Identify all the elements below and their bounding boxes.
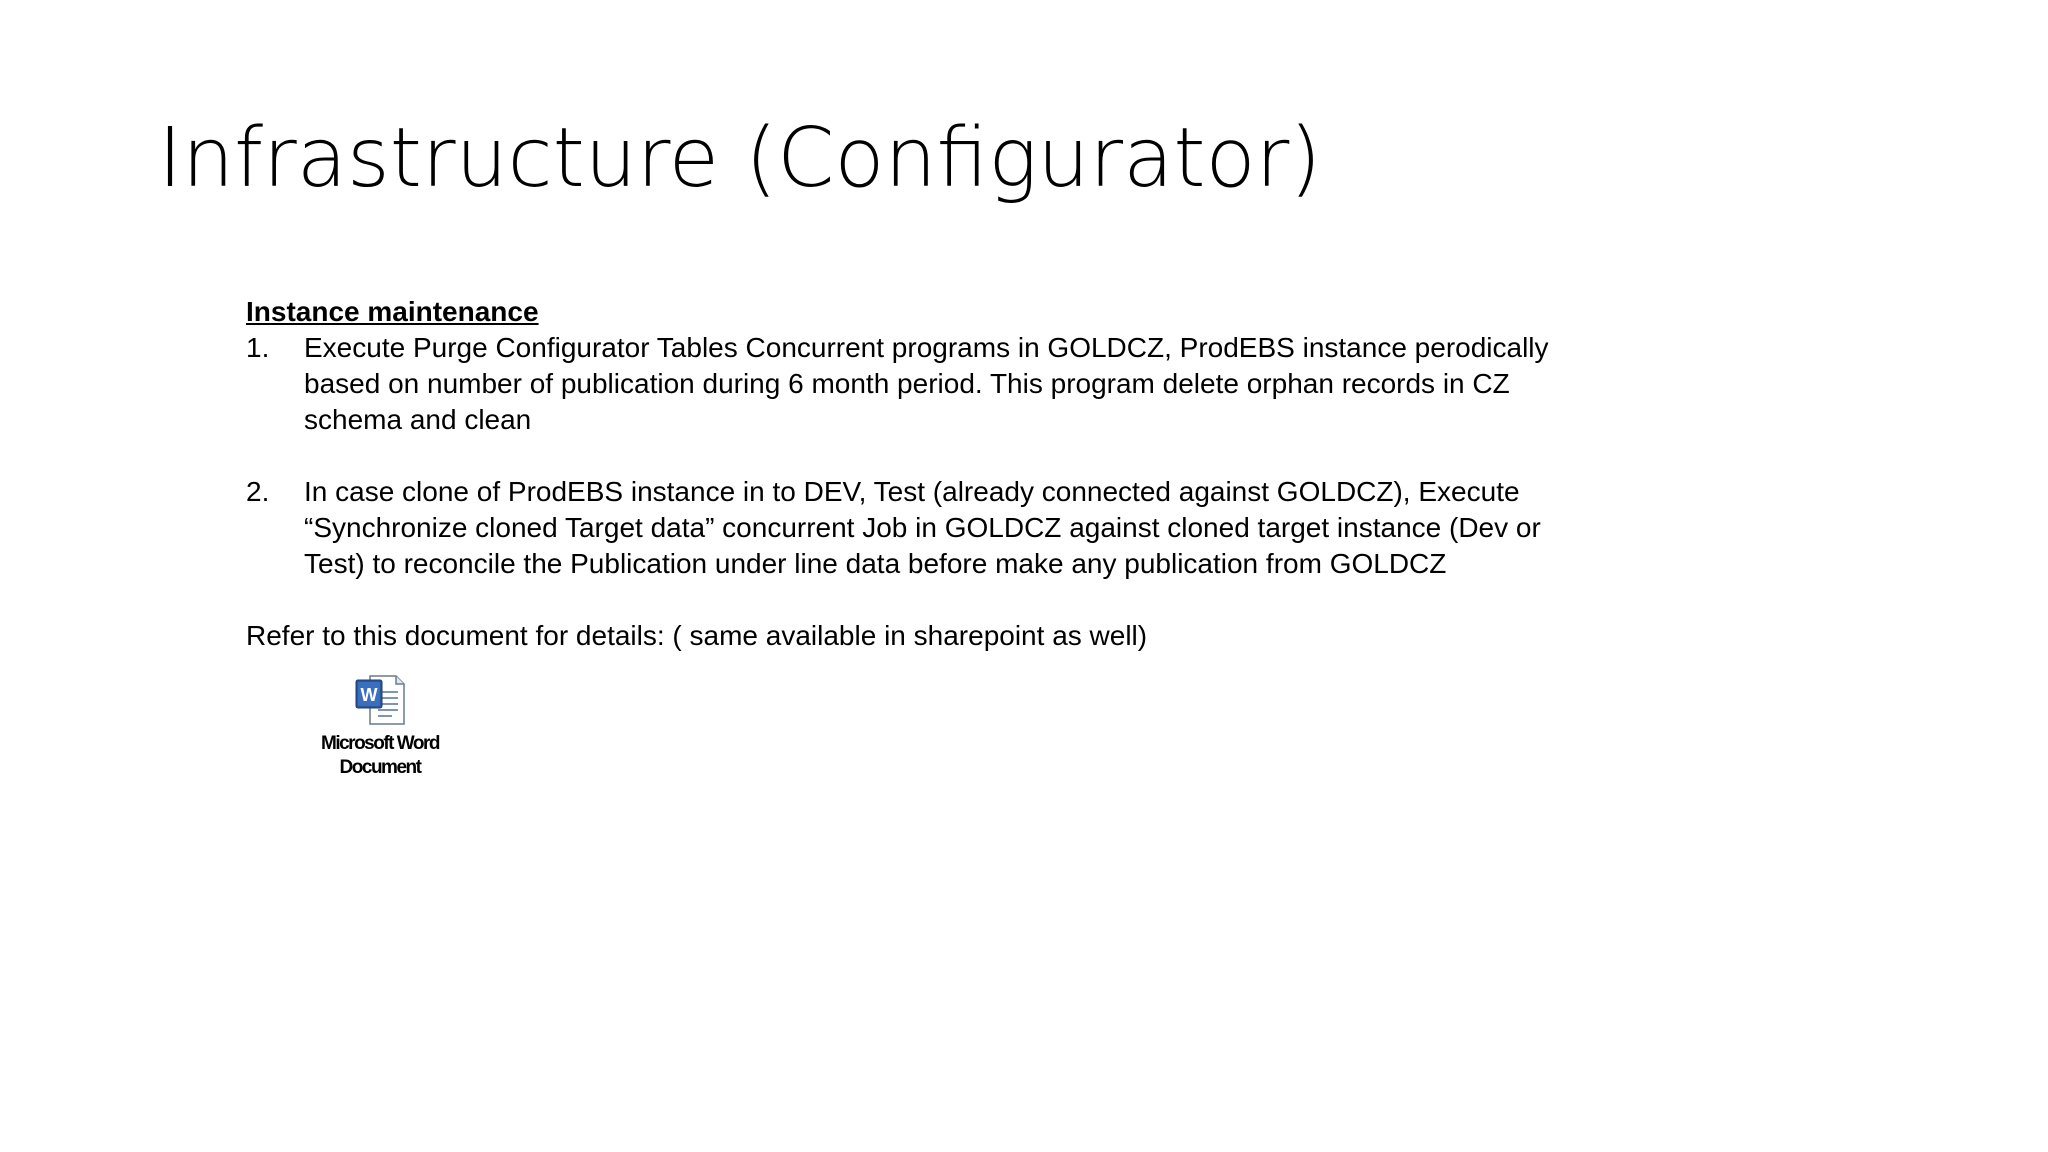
section-heading: Instance maintenance [246, 296, 539, 327]
spacer [246, 582, 1686, 618]
list-item-text [304, 474, 1686, 582]
list-item-number: 1. [246, 332, 270, 363]
list-item-1 [246, 330, 1686, 438]
list-item-number: 2. [246, 476, 270, 507]
list-item-line: Test) to reconcile the Publication under line data before make any publication from GOLDCZ [304, 548, 1447, 579]
list-item-line: schema and clean [304, 404, 532, 435]
embedded-object-label-line2: Document [339, 757, 421, 778]
slide-content [246, 294, 1686, 654]
slide-title: Infrastructure (Configurator) [158, 111, 1322, 206]
list-item-line: based on number of publication during 6 month period. This program delete orphan records in CZ [304, 368, 1510, 399]
list-item-line: “Synchronize cloned Target data” concurrent Job in GOLDCZ against cloned target instance (Dev or [304, 512, 1541, 543]
list-item-line: In case clone of ProdEBS instance in to DEV, Test (already connected against GOLDCZ), Execute [304, 476, 1520, 507]
word-document-icon[interactable] [352, 672, 408, 728]
list-item-2 [246, 474, 1686, 582]
list-item-line: Execute Purge Configurator Tables Concurrent programs in GOLDCZ, ProdEBS instance perodically [304, 332, 1549, 363]
embedded-word-document[interactable] [308, 672, 452, 780]
list-item-text [304, 330, 1686, 438]
reference-text: Refer to this document for details: ( same available in sharepoint as well) [246, 620, 1148, 651]
svg-text:W: W [360, 685, 378, 705]
embedded-object-label-line1: Microsoft Word [321, 733, 439, 754]
spacer [246, 438, 1686, 474]
